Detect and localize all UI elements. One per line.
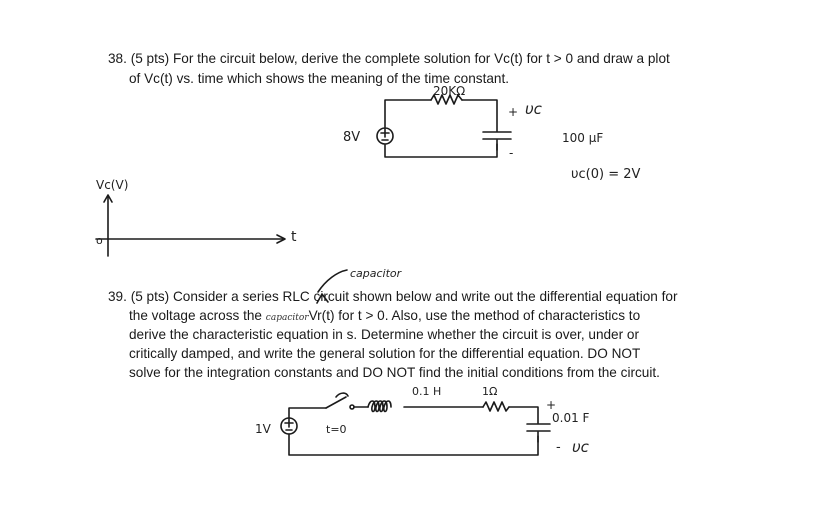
q38-x-axis-label: t (291, 229, 297, 245)
q39-circuit (281, 393, 550, 455)
q39-switch-label: t=0 (326, 423, 347, 436)
q39-line3: derive the characteristic equation in s. Determine whether the circuit is over, under or (129, 327, 640, 342)
q39-number: 39. (108, 289, 127, 304)
q39-wire-left-top (289, 408, 326, 418)
q38-origin: o (96, 234, 103, 247)
q38-circuit (377, 95, 511, 157)
q39-resistor-label: 1Ω (482, 385, 498, 398)
q39-line5: solve for the integration constants and DO NOT find the initial conditions from the circuit. (129, 365, 660, 380)
q38-wire-top-left (385, 100, 431, 127)
q38-vc-symbol: υc (525, 100, 542, 118)
q39-cap-minus: - (556, 440, 561, 455)
q38-number: 38. (108, 51, 127, 66)
q39-strike-circuit (317, 294, 328, 303)
q38-capacitance-label: 100 µF (562, 131, 604, 145)
q38-source-label: 8V (343, 130, 361, 145)
q39-inductor (368, 401, 391, 412)
q39-capacitance-label: 0.01 F (552, 411, 590, 425)
q39-text-1b: circuit shown below and write out the differential equation for (313, 289, 678, 304)
q39-line4: critically damped, and write the general solution for the differential equation. DO NOT (129, 346, 641, 361)
q38-plot-axes (96, 195, 285, 256)
q39-markup (317, 270, 347, 303)
q38-initial-condition: υc(0) = 2V (571, 167, 641, 182)
q38-resistor-label: 20KΩ (433, 84, 466, 98)
q38-cap-minus: - (509, 146, 514, 160)
q39-wire-bottom (289, 432, 538, 455)
q39-resistor (483, 402, 509, 411)
q39-note-capacitor: capacitor (350, 267, 402, 280)
q39-handwritten-capacitor: capacitor (265, 313, 309, 323)
q39-pointer-curve (318, 270, 347, 292)
q38-line2: of Vc(t) vs. time which shows the meaning of the time constant. (129, 71, 510, 86)
q38-resistor (431, 95, 462, 104)
q39-inductor-label: 0.1 H (412, 385, 442, 398)
q38-y-axis-label: Vc(V) (96, 178, 129, 192)
q39-text-2b: Vr(t) for t > 0. Also, use the method of characteristics to (308, 308, 641, 323)
q38-vc-plus: + (508, 105, 519, 119)
q38-wire-top-right (462, 100, 497, 131)
q39-text-2a: the voltage across the (129, 308, 266, 323)
q38-wire-bottom (385, 140, 497, 157)
q39-source-label: 1V (255, 422, 271, 436)
q39-wire-resistor-cap (509, 407, 538, 423)
q38-text-1: (5 pts) For the circuit below, derive the complete solution for Vc(t) for t > 0 and draw a plot (130, 51, 670, 66)
q39-switch-blade (326, 397, 346, 408)
q39-text-1a: (5 pts) Consider a series RLC (130, 289, 314, 304)
q39-cap-plus: + (546, 398, 557, 412)
q39-vc-symbol: υc (572, 438, 589, 456)
